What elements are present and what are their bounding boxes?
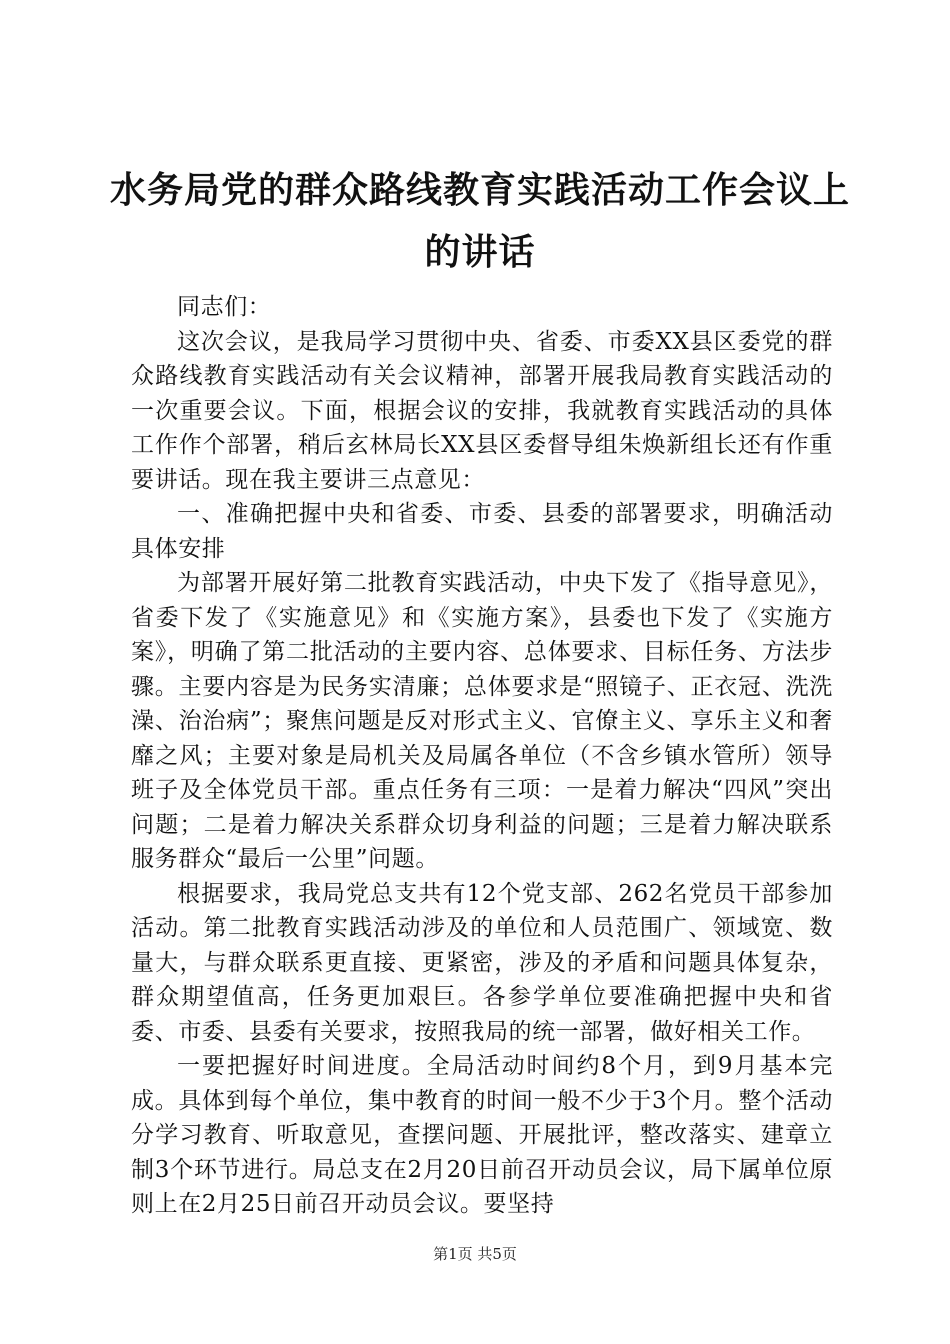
section-heading: 一、准确把握中央和省委、市委、县委的部署要求，明确活动具体安排 — [131, 501, 833, 562]
document-title: 水务局党的群众路线教育实践活动工作会议上的讲话 — [110, 170, 851, 273]
body-paragraph: 一要把握好时间进度。全局活动时间约8个月，到9月基本完成。具体到每个单位，集中教育的时间一般不少于3个月。整个活动分学习教育、听取意见，查摆问题、开展批评，整改落实、建章立制3个环节进行。局总支在2月20日前召开动员会议，局下属单位原则上在2月25日前召开动员会议。要坚持 — [131, 1053, 833, 1217]
body-paragraph: 根据要求，我局党总支共有12个党支部、262名党员干部参加活动。第二批教育实践活动涉及的单位和人员范围广、领域宽、数量大，与群众联系更直接、更紧密，涉及的矛盾和问题具体复杂，群众期望值高，任务更加艰巨。各参学单位要准确把握中央和省委、市委、县委有关要求，按照我局的统一部署，做好相关工作。 — [131, 880, 833, 1045]
body-paragraph: 为部署开展好第二批教育实践活动，中央下发了《指导意见》，省委下发了《实施意见》和《实施方案》，县委也下发了《实施方案》，明确了第二批活动的主要内容、总体要求、目标任务、方法步骤。主要内容是为民务实清廉；总体要求是“照镜子、正衣冠、洗洗澡、治治病”；聚焦问题是反对形式主义、官僚主义、享乐主义和奢靡之风；主要对象是局机关及局属各单位（不含乡镇水管所）领导班子及全体党员干部。重点任务有三项：一是着力解决“四风”突出问题；二是着力解决关系群众切身利益的问题；三是着力解决联系服务群众“最后一公里”问题。 — [131, 570, 833, 872]
page-number-footer: 第1页 共5页 — [433, 1245, 517, 1263]
salutation-paragraph: 同志们： — [177, 294, 272, 320]
body-paragraph: 这次会议，是我局学习贯彻中央、省委、市委XX县区委党的群众路线教育实践活动有关会议精神，部署开展我局教育实践活动的一次重要会议。下面，根据会议的安排，我就教育实践活动的具体工作作个部署，稍后玄林局长XX县区委督导组朱焕新组长还有作重要讲话。现在我主要讲三点意见： — [131, 328, 833, 493]
document-body — [131, 290, 833, 1222]
